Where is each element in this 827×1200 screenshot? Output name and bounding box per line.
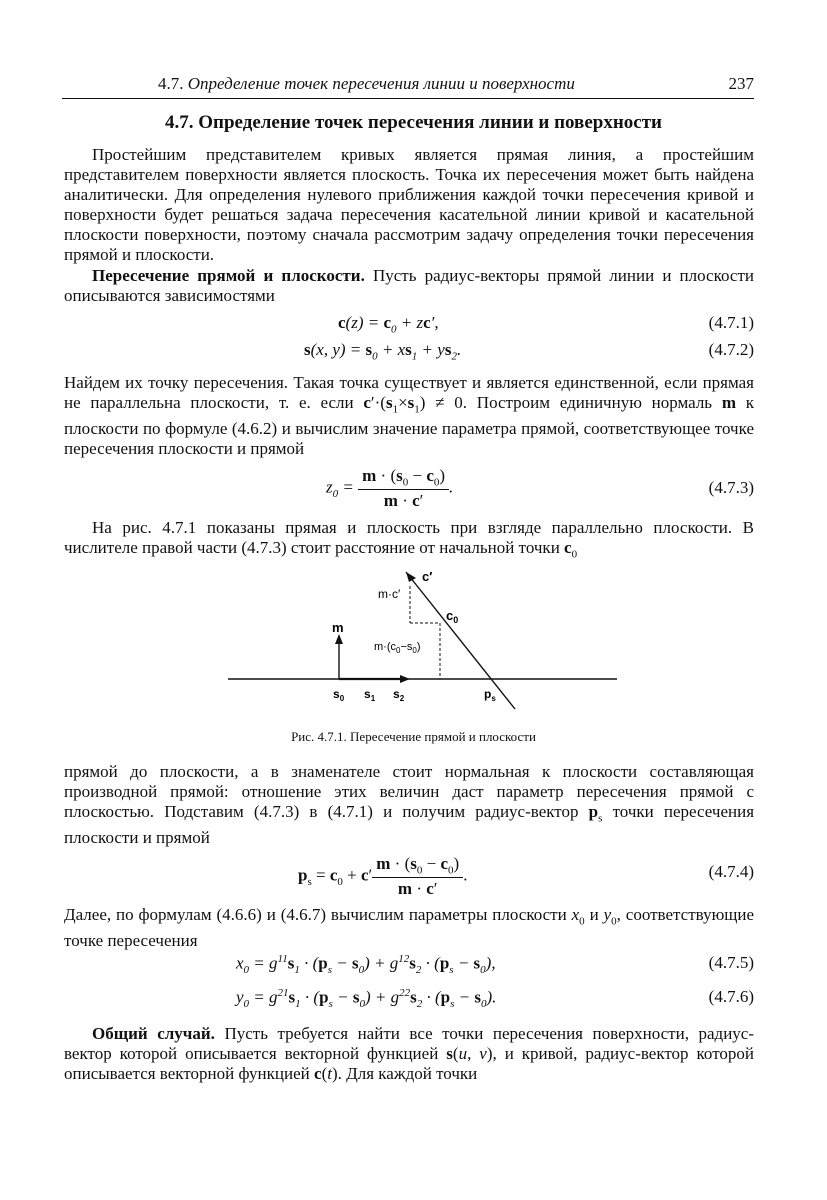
equation-4-7-5: $x_0 = g^{11}s_1 \cdot (p_s - s_0) + g^{12}s_2 \cdot (p_s - s_0)$, (4.7.5) [236,953,754,977]
paragraph-general-case: Общий случай. Пусть требуется найти все точки пересечения поверхности, радиус-вектор которой описывается векторной функцией s(u, v), и кривой, радиус-вектор которой описывается векторной функцией c(t). Для каждой точки [64,1024,754,1083]
equation-4-7-2: s(x, $y) = s_0 + xs_1 + ys_2$. (4.7.2) [304,340,754,363]
paragraph-figure-ref: На рис. 4.7.1 показаны прямая и плоскость при взгляде параллельно плоскости. В числителе правой части (4.7.3) стоит расстояние от начальной точки $c_0$ [64,518,754,561]
section-title: 4.7. Определение точек пересечения линии и поверхности [165,112,662,133]
label-m-c-prime: m·c′ [378,587,401,601]
equation-number: (4.7.4) [708,862,754,881]
paragraph-intersection: Найдем их точку пересечения. Такая точка существует и является единственной, если прямая не параллельна плоскости, т. е. если $c'\cdot(s_1\times s_1) \ne 0$. Построим единичную нормаль m к плоскости по формуле (4.6.2) и вычислим значение параметра прямой, соответствующее точке пересечения плоскости и прямой [64,373,754,459]
paragraph-intro: Простейшим представителем кривых является прямая линия, а простейшим представителем поверхности является плоскость. Точка их пересечения может быть найдена аналитически. Для определения нулевого приближения каждой точки пересечения кривой и поверхности будет решаться задача пересечения касательной линии кривой и касательной плоскости поверхности, поэтому сначала рассмотрим задачу определения точки пересечения прямой и плоскости. [64,145,754,264]
equation-4-7-4: $p_s = c_0 + c'$ $\frac{m \cdot (s_0 - c_0)}{m \cdot c'}$ . (4.7.4) [298,854,754,899]
figure-caption: Рис. 4.7.1. Пересечение прямой и плоскости [291,729,536,744]
line-c [406,572,515,709]
label-m: m [332,620,344,635]
paragraph-line-plane: Пересечение прямой и плоскости. Пусть радиус-векторы прямой линии и плоскости описываются зависимостями [64,266,754,305]
s-arrowhead [400,675,410,683]
label-ps: $p_s$ [484,687,496,703]
normal-m-arrowhead [335,634,343,644]
label-c-prime: c′ [422,569,433,584]
running-header-title: 4.7. Определение точек пересечения линии и поверхности [158,74,575,93]
equation-number: (4.7.6) [708,987,754,1006]
label-s0: $s_0$ [333,687,345,703]
label-c0: $c_0$ [446,608,459,625]
equation-number: (4.7.1) [708,313,754,332]
label-m-c0-s0: $m\cdot(c_0-s_0)$ [374,641,421,655]
equation-number: (4.7.3) [708,478,754,497]
equation-number: (4.7.5) [708,953,754,972]
paragraph-explanation: прямой до плоскости, а в знаменателе стоит нормальная к плоскости составляющая производной прямой: отношение этих величин даст параметр пересечения прямой с плоскостью. Подставим (4.7.3) в (4.7.1) и получим радиус-вектор $p_s$ точки пересечения плоскости и прямой [64,762,755,848]
running-header [62,74,754,99]
label-s2: $s_2$ [393,687,405,703]
equation-number: (4.7.2) [708,340,754,359]
page-number: 237 [728,74,754,93]
run-in-heading: Общий случай. [92,1024,215,1043]
run-in-heading: Пересечение прямой и плоскости. [92,266,365,285]
label-s1: $s_1$ [364,687,376,703]
equation-4-7-6: $y_0 = g^{21}s_1 \cdot (p_s - s_0) + g^{22}s_2 \cdot (p_s - s_0)$. (4.7.6) [236,987,754,1011]
figure-line-plane-intersection [0,560,827,720]
equation-4-7-3: $z_0$ = $\frac{m \cdot (s_0 - c_0)}{m \cdot c'}$ . (4.7.3) [326,466,754,511]
equation-4-7-1: $c(z) = c_0 + zc'$, (4.7.1) [338,313,754,336]
c-prime-arrowhead [406,572,416,582]
paragraph-plane-params: Далее, по формулам (4.6.6) и (4.6.7) вычислим параметры плоскости $x_0$ и $y_0$, соответствующие точке пересечения [64,905,755,951]
